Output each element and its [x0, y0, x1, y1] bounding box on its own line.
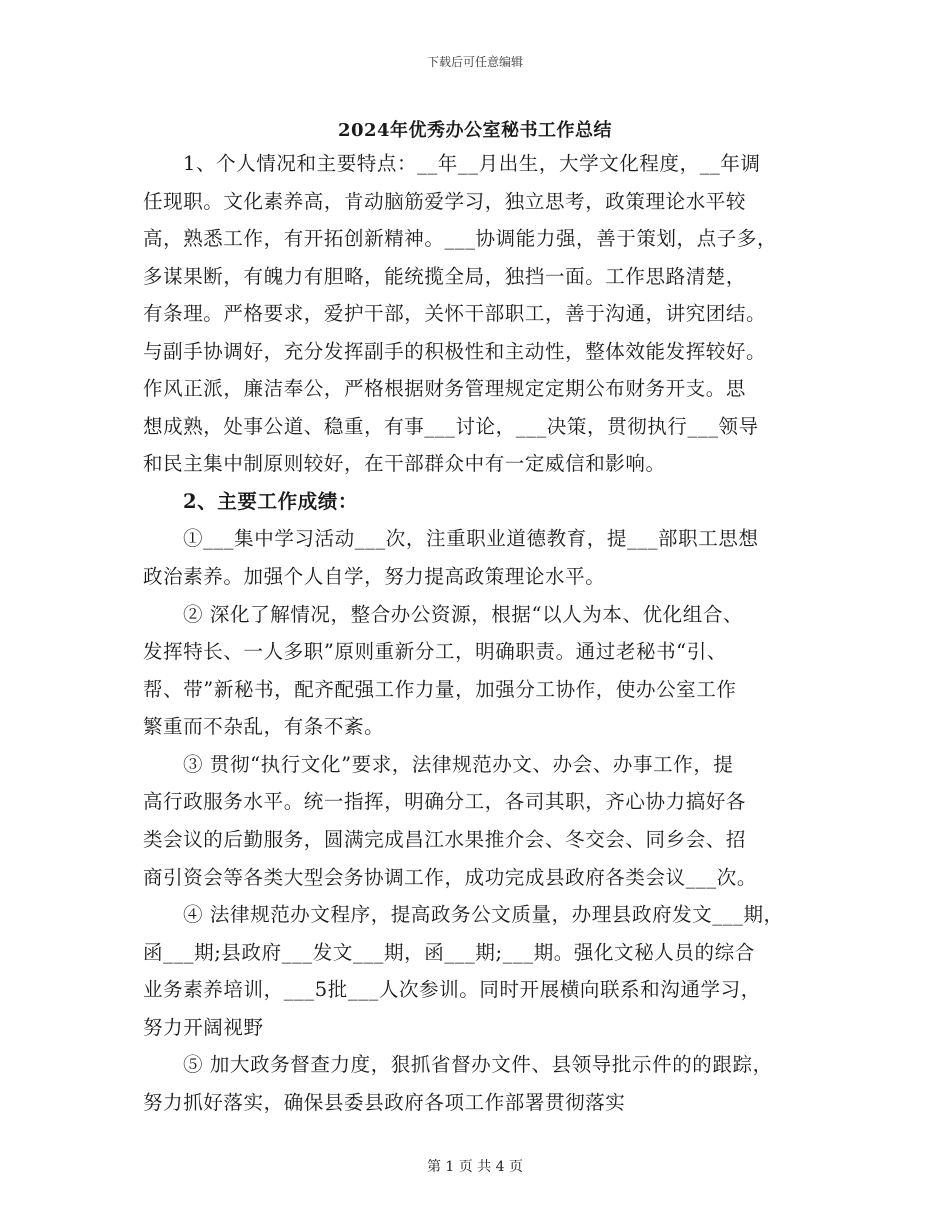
- page-footer: 第 1 页 共 4 页: [426, 1159, 524, 1175]
- body-line: ⑤ 加大政务督查力度，狠抓省督办文件、县领导批示件的的跟踪，: [183, 1053, 773, 1076]
- body-line: 1、个人情况和主要特点：__年__月出生，大学文化程度，__年调: [183, 152, 761, 175]
- body-line: 2、主要工作成绩：: [183, 490, 358, 513]
- body-line: 任现职。文化素养高，肯动脑筋爱学习，独立思考，政策理论水平较: [143, 190, 747, 213]
- body-line: 发挥特长、一人多职”原则重新分工，明确职责。通过老秘书“引、: [143, 640, 727, 663]
- body-line: 商引资会等各类大型会务协调工作，成功完成县政府各类会议___次。: [143, 866, 757, 889]
- body-line: 政治素养。加强个人自学，努力提高政策理论水平。: [143, 565, 606, 588]
- body-line: 想成熟，处事公道、稳重，有事___讨论，___决策，贯彻执行___领导: [143, 415, 759, 438]
- body-line: 努力开阔视野: [143, 1016, 264, 1039]
- body-line: ④ 法律规范办文程序，提高政务公文质量，办理县政府发文___期，: [183, 903, 784, 926]
- body-line: 高，熟悉工作，有开拓创新精神。___协调能力强，善于策划，点子多，: [143, 227, 778, 250]
- body-line: 高行政服务水平。统一指挥，明确分工，各司其职，齐心协力搞好各: [143, 790, 747, 813]
- body-line: 与副手协调好，充分发挥副手的积极性和主动性，整体效能发挥较好。: [143, 340, 767, 363]
- body-line: ③ 贯彻“执行文化”要求，法律规范办文、办会、办事工作，提: [183, 753, 734, 776]
- body-line: 类会议的后勤服务，圆满完成昌江水果推介会、冬交会、同乡会、招: [143, 828, 747, 851]
- header-note: 下载后可任意编辑: [426, 55, 523, 69]
- body-line: 作风正派，廉洁奉公，严格根据财务管理规定定期公布财务开支。思: [143, 377, 747, 400]
- body-line: 繁重而不杂乱，有条不紊。: [143, 715, 385, 738]
- body-line: 多谋果断，有魄力有胆略，能统揽全局，独挡一面。工作思路清楚，: [143, 265, 747, 288]
- body-line: 和民主集中制原则较好，在干部群众中有一定威信和影响。: [143, 452, 666, 475]
- body-line: 努力抓好落实，确保县委县政府各项工作部署贯彻落实: [143, 1091, 626, 1114]
- document-title: 2024年优秀办公室秘书工作总结: [337, 120, 613, 141]
- body-line: ② 深化了解情况，整合办公资源，根据“以人为本、优化组合、: [183, 603, 744, 626]
- body-line: ①___集中学习活动___次，注重职业道德教育，提___部职工思想: [183, 527, 759, 550]
- body-line: 有条理。严格要求，爱护干部，关怀干部职工，善于沟通，讲究团结。: [143, 302, 767, 325]
- body-line: 函___期;县政府___发文___期，函___期;___期。强化文秘人员的综合: [143, 941, 755, 964]
- body-line: 业务素养培训，___5批___人次参训。同时开展横向联系和沟通学习，: [143, 978, 761, 1001]
- body-line: 帮、带”新秘书，配齐配强工作力量，加强分工协作，使办公室工作: [143, 678, 737, 701]
